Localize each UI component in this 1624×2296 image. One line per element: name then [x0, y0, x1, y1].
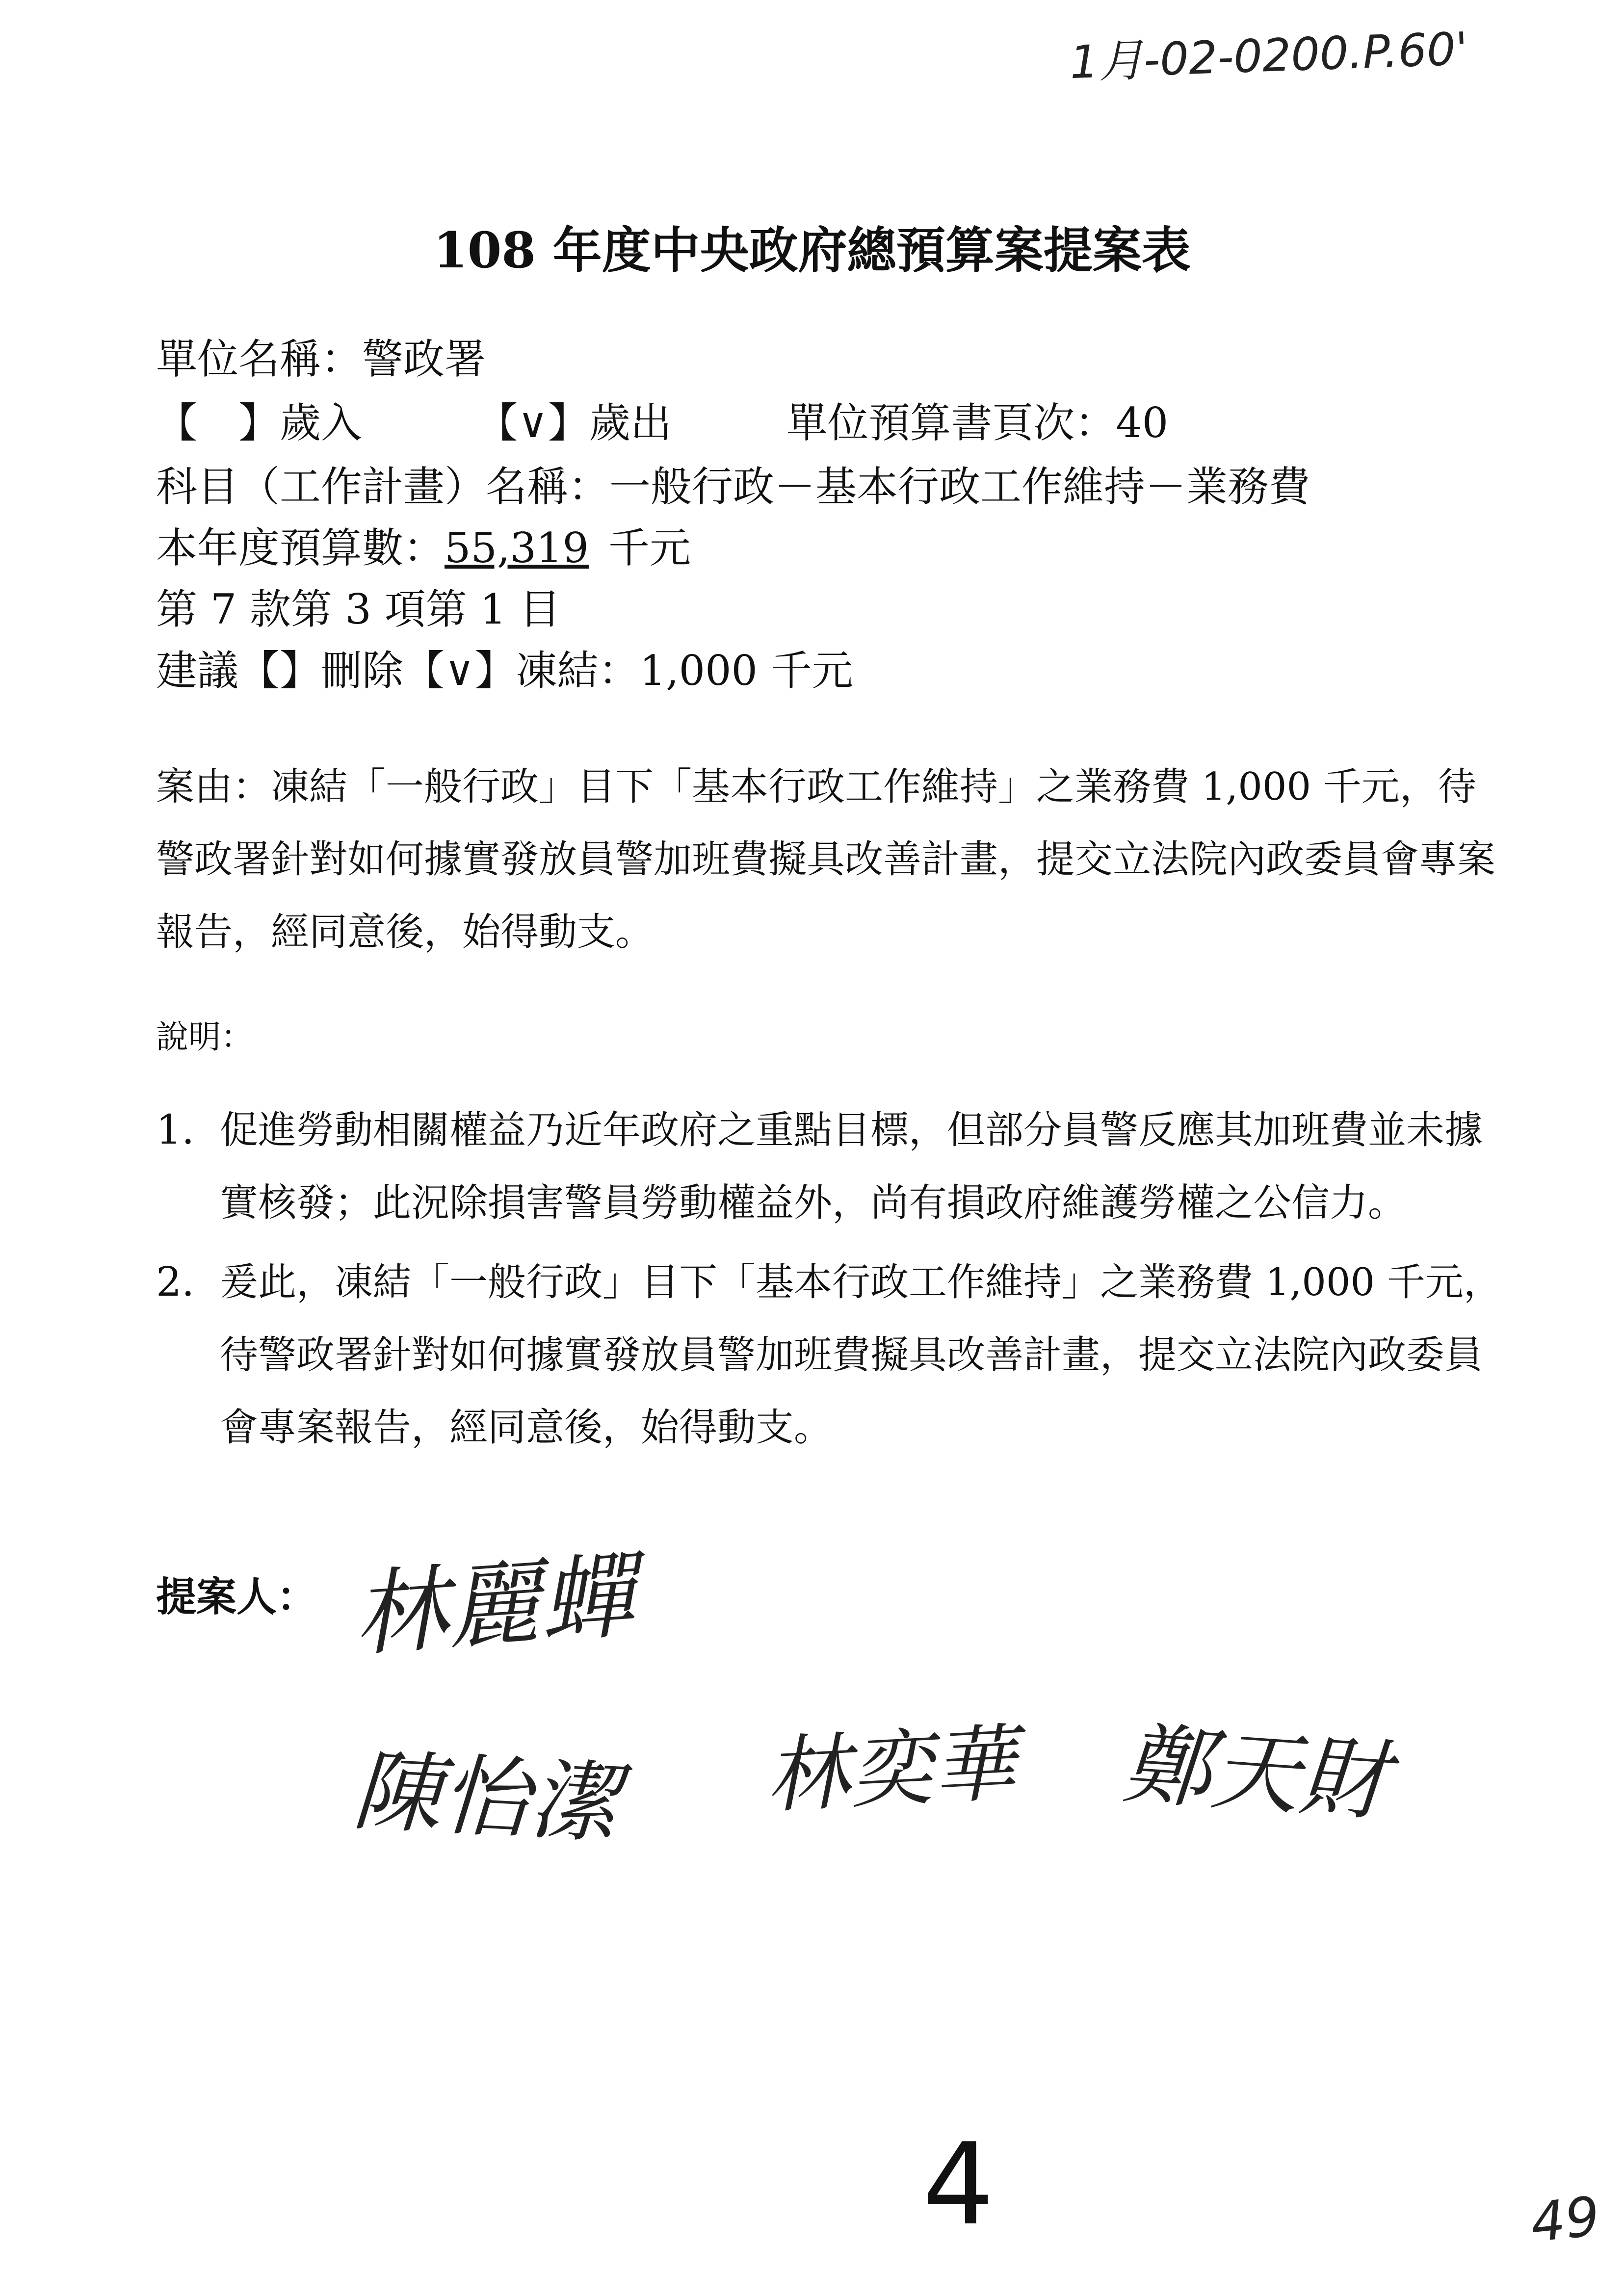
- annual-budget-amount: 55,319: [445, 524, 589, 572]
- subject-line: 科目（工作計畫）名稱：一般行政－基本行政工作維持－業務費: [156, 463, 1310, 511]
- item-number: 1.: [156, 1107, 195, 1153]
- signature-3: 林奕華: [763, 1715, 1019, 1826]
- document-title: 108 年度中央政府總預算案提案表: [433, 221, 1191, 279]
- revenue-checkbox: 【 】歲入: [156, 399, 363, 447]
- category-line: [156, 399, 1169, 447]
- explanation-label: 說明：: [156, 1018, 253, 1056]
- unit-line: [156, 335, 486, 383]
- section-line: 第 7 款第 3 項第 1 目: [156, 585, 561, 633]
- page-number: 4: [922, 2119, 995, 2250]
- signature-4: 鄭天財: [1120, 1713, 1391, 1834]
- annual-budget-unit: 千元: [608, 524, 691, 572]
- proposal-line: 建議【】刪除【∨】凍結：1,000 千元: [156, 647, 853, 695]
- item-text: 促進勞動相關權益乃近年政府之重點目標，但部分員警反應其加班費並未據實核發；此況除損害警員勞動權益外，尚有損政府維護勞權之公信力。: [220, 1108, 1483, 1225]
- budget-page: 單位預算書頁次：40: [786, 399, 1169, 447]
- item-text: 爰此，凍結「一般行政」目下「基本行政工作維持」之業務費 1,000 千元，待警政署針對如何據實發放員警加班費擬具改善計畫，提交立法院內政委員會專案報告，經同意後，始得動支。: [220, 1260, 1502, 1450]
- corner-note: 49: [1527, 2185, 1603, 2254]
- signature-1: 林麗蟬: [350, 1541, 637, 1670]
- reason-paragraph: 案由：凍結「一般行政」目下「基本行政工作維持」之業務費 1,000 千元，待警政署針對如何據實發放員警加班費擬具改善計畫，提交立法院內政委員會專案報告，經同意後，始得動支。: [156, 765, 1496, 954]
- stamp-code: 1月-02-0200.P.60': [1069, 22, 1469, 89]
- annual-budget-label: 本年度預算數：: [156, 524, 445, 572]
- item-number: 2.: [156, 1259, 195, 1305]
- annual-budget-line: [156, 524, 691, 572]
- signature-2: 陳怡潔: [350, 1739, 621, 1856]
- expenditure-checkbox: 【∨】歲出: [476, 399, 672, 447]
- explanation-item-1: [156, 1094, 1510, 1239]
- unit-value: 警政署: [362, 335, 486, 383]
- proposer-label: 提案人：: [156, 1574, 317, 1620]
- explanation-item-2: [156, 1246, 1510, 1464]
- unit-label: 單位名稱：: [156, 335, 363, 383]
